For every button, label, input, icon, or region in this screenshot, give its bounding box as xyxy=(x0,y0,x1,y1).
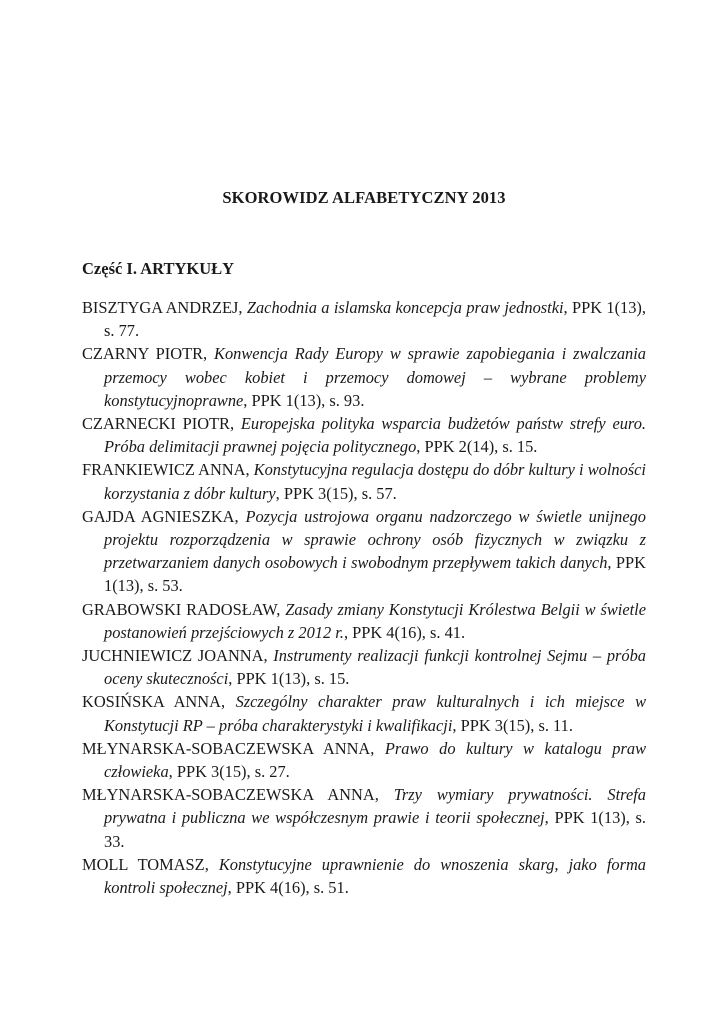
index-entry: FRANKIEWICZ ANNA, Konstytucyjna regulacja dostępu do dóbr kultury i wolności korzystania z dóbr kultury, PPK 3(15), s. 57. xyxy=(82,460,646,503)
entry-citation: PPK 4(16), s. 51. xyxy=(235,878,349,898)
entry-citation: PPK 3(15), s. 11. xyxy=(460,715,573,735)
index-entry: MŁYNARSKA-SOBACZEWSKA ANNA, Prawo do kultury w katalogu praw człowieka, PPK 3(15), s. 27. xyxy=(82,738,647,782)
entry-citation: PPK 1(13), s. 33. xyxy=(104,808,646,851)
entry-title: Pozycja ustrojowa organu nadzorczego w świetle unijnego projektu rozporządzenia w sprawie ochrony osób fizycznych w związku z przetwarzaniem danych osobowych i swobodnym przepływem takich danych xyxy=(104,506,646,573)
entry-title: Zasady zmiany Konstytucji Królestwa Belgii w świetle postanowień przejściowych z 2012 r. xyxy=(104,599,646,642)
entry-citation: PPK 3(15), s. 57. xyxy=(283,483,397,503)
entry-citation: PPK 1(13), s. 93. xyxy=(251,390,365,410)
entry-author: MOLL TOMASZ xyxy=(82,854,205,874)
entry-citation: PPK 4(16), s. 41. xyxy=(352,622,466,642)
entry-title: Konstytucyjna regulacja dostępu do dóbr kultury i wolności korzystania z dóbr kultury xyxy=(104,460,646,503)
index-entry-list xyxy=(82,296,646,899)
entry-title: Europejska polityka wsparcia budżetów państw strefy euro. Próba delimitacji prawnej pojęcia politycznego xyxy=(104,414,646,457)
entry-citation: PPK 1(13), s. 77. xyxy=(104,298,646,341)
page-title: SKOROWIDZ ALFABETYCZNY 2013 xyxy=(222,188,506,207)
index-entry: KOSIŃSKA ANNA, Szczególny charakter praw kulturalnych i ich miejsce w Konstytucji RP – próba charakterystyki i kwalifikacji, PPK 3(15), s. 11. xyxy=(82,692,647,735)
entry-author: KOSIŃSKA ANNA xyxy=(82,692,221,712)
index-entry: GAJDA AGNIESZKA, Pozycja ustrojowa organu nadzorczego w świetle unijnego projektu rozporządzenia w sprawie ochrony osób fizycznych w związku z przetwarzaniem danych osobowych i swobodnym przepływem takich danych, PPK 1(13), s. 53. xyxy=(82,506,646,596)
entry-citation: PPK 1(13), s. 53. xyxy=(104,553,646,596)
index-entry: BISZTYGA ANDRZEJ, Zachodnia a islamska koncepcja praw jednostki, PPK 1(13), s. 77. xyxy=(82,298,646,341)
entry-author: MŁYNARSKA-SOBACZEWSKA ANNA xyxy=(82,785,375,805)
entry-author: MŁYNARSKA-SOBACZEWSKA ANNA xyxy=(82,738,371,758)
entry-author: GAJDA AGNIESZKA xyxy=(82,506,235,526)
index-entry: CZARNECKI PIOTR, Europejska polityka wsparcia budżetów państw strefy euro. Próba delimitacji prawnej pojęcia politycznego, PPK 2(14), s. 15. xyxy=(82,414,646,457)
index-entry: JUCHNIEWICZ JOANNA, Instrumenty realizacji funkcji kontrolnej Sejmu – próba oceny skuteczności, PPK 1(13), s. 15. xyxy=(82,646,646,689)
index-entry: MOLL TOMASZ, Konstytucyjne uprawnienie do wnoszenia skarg, jako forma kontroli społecznej, PPK 4(16), s. 51. xyxy=(82,854,647,898)
entry-title: Szczególny charakter praw kulturalnych i ich miejsce w Konstytucji RP – próba charakterystyki i kwalifikacji xyxy=(104,692,647,735)
entry-author: FRANKIEWICZ ANNA xyxy=(82,460,246,480)
entry-citation: PPK 2(14), s. 15. xyxy=(424,437,538,457)
document-page xyxy=(82,0,646,1024)
entry-title: Instrumenty realizacji funkcji kontrolnej Sejmu – próba oceny skuteczności xyxy=(104,646,646,689)
entry-title: Konstytucyjne uprawnienie do wnoszenia skarg, jako forma kontroli społecznej xyxy=(104,854,647,898)
entry-author: CZARNECKI PIOTR xyxy=(82,414,230,434)
entry-author: BISZTYGA ANDRZEJ xyxy=(82,298,239,317)
index-entry: GRABOWSKI RADOSŁAW, Zasady zmiany Konstytucji Królestwa Belgii w świetle postanowień przejściowych z 2012 r., PPK 4(16), s. 41. xyxy=(82,599,646,642)
entry-author: CZARNY PIOTR xyxy=(82,344,204,364)
section-heading: Część I. ARTYKUŁY xyxy=(82,259,235,278)
entry-citation: PPK 3(15), s. 27. xyxy=(176,762,290,782)
index-entry: MŁYNARSKA-SOBACZEWSKA ANNA, Trzy wymiary prywatności. Strefa prywatna i publiczna we współczesnym prawie i teorii społecznej, PPK 1(13), s. 33. xyxy=(82,785,646,851)
entry-title: Trzy wymiary prywatności. Strefa prywatna i publiczna we współczesnym prawie i teorii społecznej xyxy=(104,785,646,828)
index-entry: CZARNY PIOTR, Konwencja Rady Europy w sprawie zapobiegania i zwalczania przemocy wobec kobiet i przemocy domowej – wybrane problemy konstytucyjnoprawne, PPK 1(13), s. 93. xyxy=(82,344,647,410)
entry-title: Prawo do kultury w katalogu praw człowieka xyxy=(104,738,647,782)
entry-citation: PPK 1(13), s. 15. xyxy=(236,669,350,689)
entry-title: Zachodnia a islamska koncepcja praw jednostki xyxy=(246,298,564,317)
entry-title: Konwencja Rady Europy w sprawie zapobiegania i zwalczania przemocy wobec kobiet i przemocy domowej – wybrane problemy konstytucyjnoprawne xyxy=(104,344,647,410)
entry-author: GRABOWSKI RADOSŁAW xyxy=(82,599,277,619)
entry-author: JUCHNIEWICZ JOANNA xyxy=(82,646,264,666)
